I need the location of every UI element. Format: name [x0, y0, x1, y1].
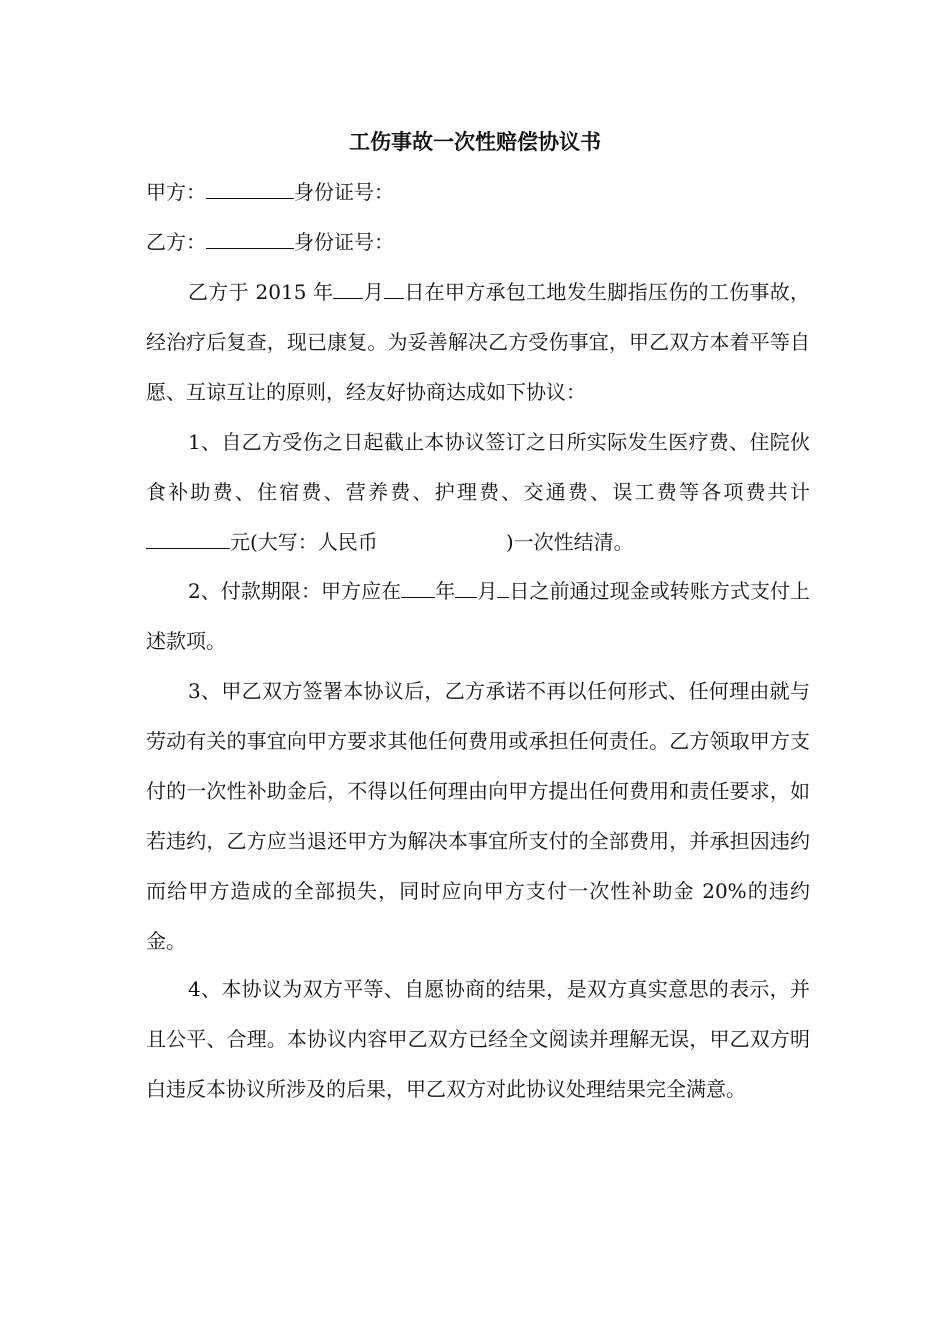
intro-day-blank: [384, 276, 404, 299]
intro-text-3: 日在甲方承包工地发生脚指压伤的工伤事故，经治疗后复查，现已康复。为妥善解决乙方受伤事宜，甲乙双方本着平等自愿、互谅互让的原则，经友好协商达成如下协议：: [146, 280, 811, 404]
intro-month-blank: [333, 276, 363, 299]
document-title: 工伤事故一次性赔偿协议书: [349, 129, 601, 154]
clause-2-text-1: 2、付款期限：甲方应在: [188, 579, 402, 603]
party-a-line: [146, 176, 394, 207]
party-a-name-blank: [206, 176, 294, 199]
clause-2-year-blank: [401, 575, 435, 598]
intro-paragraph: [146, 267, 810, 417]
clause-2-day-blank: [497, 575, 509, 598]
party-b-id-label: 身份证号：: [294, 230, 394, 254]
clause-1-text-1: 1、自乙方受伤之日起截止本协议签订之日所实际发生医疗费、住院伙食补助费、住宿费、营养费、护理费、交通费、误工费等各项费共计: [146, 430, 810, 504]
clause-2-month-blank: [455, 575, 477, 598]
party-b-label: 乙方：: [146, 230, 206, 254]
clause-3: 3、甲乙双方签署本协议后，乙方承诺不再以任何形式、任何理由就与劳动有关的事宜向甲方要求其他任何费用或承担任何责任。乙方领取甲方支付的一次性补助金后，不得以任何理由向甲方提出任何费用和责任要求，如若违约，乙方应当退还甲方为解决本事宜所支付的全部费用，并承担因违约而给甲方造成的全部损失，同时应向甲方支付一次性补助金 20%的违约金。: [146, 679, 810, 953]
clause-1-text-3: )一次性结清。: [505, 530, 634, 554]
clause-2-text-3: 月: [477, 579, 498, 603]
party-b-name-blank: [206, 226, 294, 249]
clause-2: [146, 566, 810, 666]
clause-1-text-2: 元(大写：人民币: [230, 530, 378, 554]
clause-2-text-2: 年: [435, 579, 456, 603]
intro-text-2: 月: [363, 280, 385, 304]
party-b-line: [146, 226, 394, 257]
clause-2-text-4: 日之前通过现金或转账方式支付上述款项。: [146, 579, 811, 653]
clause-1-amount-blank: [146, 526, 230, 549]
intro-text-1: 乙方于 2015 年: [188, 280, 334, 304]
clause-4: 4、本协议为双方平等、自愿协商的结果，是双方真实意思的表示，并且公平、合理。本协议内容甲乙双方已经全文阅读并理解无误，甲乙双方明白违反本协议所涉及的后果，甲乙双方对此协议处理结果完全满意。: [146, 977, 810, 1101]
party-a-label: 甲方：: [146, 180, 206, 204]
clause-1: [146, 417, 810, 567]
party-a-id-label: 身份证号：: [294, 180, 394, 204]
